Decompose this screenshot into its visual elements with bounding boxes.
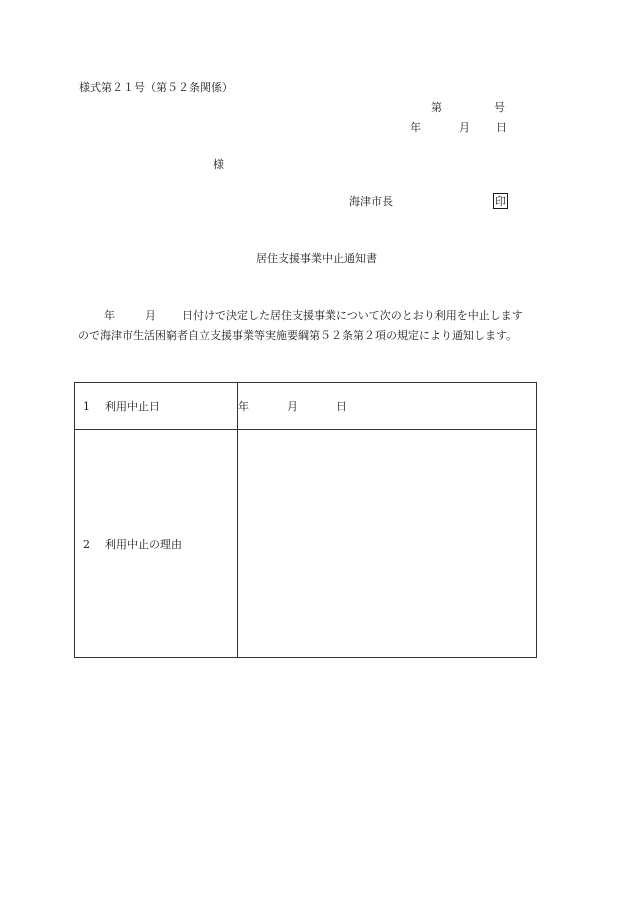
stop-reason-value-cell xyxy=(238,430,537,658)
stop-reason-label-cell xyxy=(75,430,238,658)
body-paragraph-line-1 xyxy=(104,310,523,321)
row-label: 利用中止日 xyxy=(105,400,160,413)
issue-date-month: 月 xyxy=(459,121,470,134)
body-year: 年 xyxy=(104,309,115,322)
recipient-honorific: 様 xyxy=(213,158,224,171)
issue-date-year: 年 xyxy=(410,121,421,134)
document-number-prefix: 第 xyxy=(431,101,442,114)
body-month: 月 xyxy=(145,309,156,322)
stop-date-year: 年 xyxy=(238,400,249,413)
issue-date-day: 日 xyxy=(496,121,507,134)
stop-date-value-cell xyxy=(238,383,537,430)
document-number-suffix: 号 xyxy=(494,101,505,114)
form-number: 様式第２１号（第５２条関係） xyxy=(79,81,233,94)
stop-date-month: 月 xyxy=(287,400,298,413)
stop-date-label-cell xyxy=(75,383,238,430)
body-text-1: 日付けで決定した居住支援事業について次のとおり利用を中止します xyxy=(182,309,523,322)
row-label: 利用中止の理由 xyxy=(105,537,182,551)
row-number: 2 xyxy=(83,537,90,551)
body-paragraph-line-2: ので海津市生活困窮者自立支援事業等実施要綱第５２条第２項の規定により通知します。 xyxy=(78,329,518,342)
table-row xyxy=(75,383,537,430)
table-row xyxy=(75,430,537,658)
seal-stamp: 印 xyxy=(495,195,506,208)
issuer-name: 海津市長 xyxy=(349,195,393,208)
notice-table xyxy=(74,382,537,658)
document-title: 居住支援事業中止通知書 xyxy=(256,252,377,265)
row-number: 1 xyxy=(83,400,90,413)
stop-date-day: 日 xyxy=(336,400,347,413)
